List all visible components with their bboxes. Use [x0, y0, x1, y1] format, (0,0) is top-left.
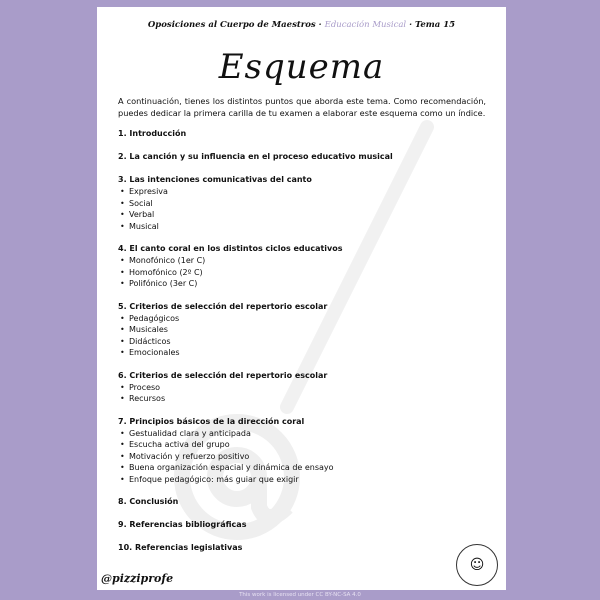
section-heading: 8. Conclusión [118, 497, 179, 506]
section-heading: 9. Referencias bibliográficas [118, 520, 247, 529]
list-item: • Musicales [118, 324, 486, 336]
outline-section [118, 496, 486, 508]
list-item: • Expresiva [118, 186, 486, 198]
list-item: • Motivación y refuerzo positivo [118, 451, 486, 463]
section-heading: 2. La canción y su influencia en el proceso educativo musical [118, 152, 393, 161]
list-item: • Didácticos [118, 336, 486, 348]
list-item: • Monofónico (1er C) [118, 255, 486, 267]
logo: ☺ [456, 544, 498, 586]
page-title: Esquema [218, 47, 385, 87]
outline-section [118, 519, 486, 531]
outline-list [118, 128, 486, 565]
intro-paragraph: A continuación, tienes los distintos puntos que aborda este tema. Como recomendación, puedes dedicar la primera carilla de tu examen a elaborar este esquema como un índice. [118, 96, 486, 118]
social-handle: @pizziprofe [101, 572, 174, 585]
outline-section [118, 370, 486, 405]
outline-section [118, 243, 486, 290]
list-item: • Recursos [118, 393, 486, 405]
section-heading: 7. Principios básicos de la dirección coral [118, 416, 305, 426]
document-page [97, 7, 506, 590]
outline-section [118, 542, 486, 554]
header-topic: Tema 15 [415, 20, 456, 30]
outline-section [118, 128, 486, 140]
outline-section [118, 301, 486, 359]
list-item: • Pedagógicos [118, 313, 486, 325]
list-item: • Buena organización espacial y dinámica de ensayo [118, 462, 486, 474]
outline-section [118, 151, 486, 163]
section-heading: 5. Criterios de selección del repertorio escolar [118, 301, 328, 311]
outline-section [118, 174, 486, 232]
list-item: • Emocionales [118, 347, 486, 359]
list-item: • Musical [118, 221, 486, 233]
list-item: • Verbal [118, 209, 486, 221]
header-subject: Educación Musical [324, 20, 407, 30]
list-item: • Social [118, 198, 486, 210]
list-item: • Escucha activa del grupo [118, 439, 486, 451]
list-item: • Polifónico (3er C) [118, 278, 486, 290]
list-item: • Proceso [118, 382, 486, 394]
section-heading: 1. Introducción [118, 129, 187, 138]
license-footer: This work is licensed under CC BY-NC-SA 4.0 [239, 592, 361, 598]
outline-section [118, 416, 486, 486]
list-item: • Homofónico (2º C) [118, 267, 486, 279]
separator: · [406, 20, 416, 30]
section-heading: 4. El canto coral en los distintos ciclos educativos [118, 244, 343, 253]
running-header [97, 20, 506, 30]
list-item: • Enfoque pedagógico: más guiar que exigir [118, 474, 486, 486]
list-item: • Gestualidad clara y anticipada [118, 428, 486, 440]
header-course: Oposiciones al Cuerpo de Maestros [147, 20, 316, 30]
separator: · [315, 20, 325, 30]
section-heading: 3. Las intenciones comunicativas del canto [118, 175, 312, 184]
section-heading: 6. Criterios de selección del repertorio escolar [118, 370, 328, 380]
section-heading: 10. Referencias legislativas [118, 543, 243, 552]
